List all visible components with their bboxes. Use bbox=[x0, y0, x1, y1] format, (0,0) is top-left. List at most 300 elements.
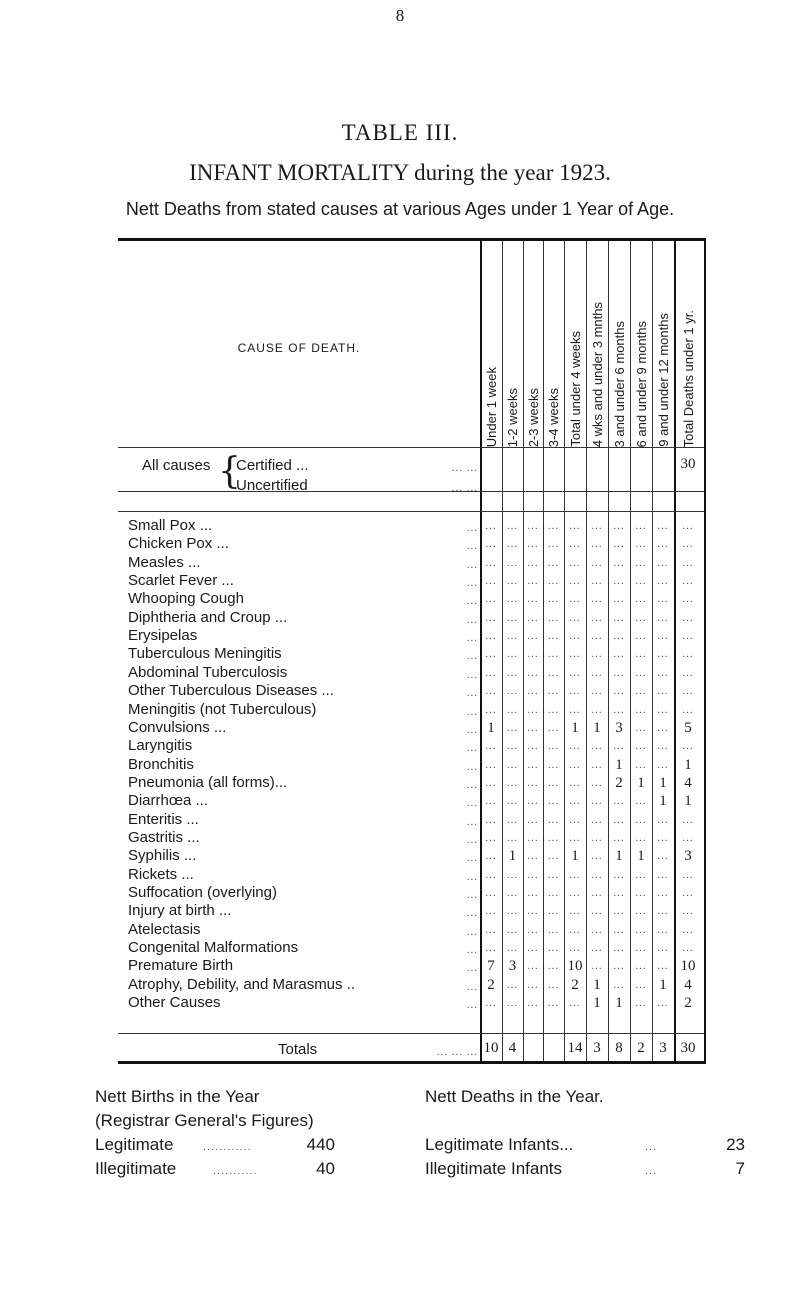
cause-label: Other Tuberculous Diseases ... bbox=[128, 682, 334, 700]
cause-label: Atrophy, Debility, and Marasmus .. bbox=[128, 975, 356, 993]
data-cell: ... bbox=[635, 703, 647, 716]
illegitimate-label: Illegitimate bbox=[95, 1159, 177, 1178]
data-cell: ... bbox=[569, 831, 581, 844]
data-cell: ... bbox=[591, 850, 603, 863]
data-cell: ... bbox=[682, 630, 694, 643]
data-cell: ... bbox=[547, 593, 560, 606]
data-cell: ... bbox=[635, 648, 647, 661]
data-cell: ... bbox=[569, 685, 581, 698]
data-cell: ... bbox=[613, 538, 625, 551]
data-cell: ... bbox=[569, 905, 581, 918]
data-cell: ... bbox=[506, 776, 519, 789]
data-cell: 1 bbox=[593, 719, 601, 736]
column-header bbox=[674, 241, 702, 447]
data-cell: ... bbox=[527, 685, 539, 698]
cause-label: Congenital Malformations bbox=[128, 939, 299, 957]
data-cell: ... bbox=[657, 593, 669, 606]
data-cell: ... bbox=[527, 813, 539, 826]
data-cell: ... bbox=[506, 648, 519, 661]
column-header bbox=[564, 241, 586, 447]
data-cell: ... bbox=[657, 538, 669, 551]
data-cell: ... bbox=[485, 593, 497, 606]
data-cell: ... bbox=[613, 868, 625, 881]
leader-dots: ............ bbox=[203, 1141, 252, 1153]
leader-dots: ... bbox=[466, 742, 478, 755]
data-cell: ... bbox=[527, 960, 539, 973]
data-cell: 1 bbox=[571, 719, 579, 736]
data-cell: ... bbox=[591, 831, 603, 844]
cause-label: Premature Birth bbox=[128, 957, 234, 975]
data-cell: ... bbox=[591, 611, 603, 624]
leader-dots: ... bbox=[466, 907, 478, 920]
data-cell: ... bbox=[591, 776, 603, 789]
data-cell: ... bbox=[682, 556, 694, 569]
data-cell: ... bbox=[682, 593, 694, 606]
births-block bbox=[95, 1085, 335, 1181]
data-cell: ... bbox=[657, 960, 669, 973]
data-cell: ... bbox=[635, 721, 647, 734]
data-cell: ... bbox=[635, 538, 647, 551]
data-cell: ... bbox=[591, 685, 603, 698]
data-cell: ... bbox=[506, 923, 519, 936]
data-cell: ... bbox=[591, 593, 603, 606]
data-cell: ... bbox=[527, 611, 539, 624]
data-cell: ... bbox=[613, 978, 625, 991]
data-cell: ... bbox=[613, 685, 625, 698]
data-cell: ... bbox=[506, 813, 519, 826]
data-cell: 1 bbox=[659, 774, 667, 791]
data-cell: ... bbox=[527, 887, 539, 899]
column-header-label: 3 and under 6 months bbox=[611, 320, 627, 447]
mortality-table bbox=[118, 238, 706, 1064]
data-cell: ... bbox=[485, 813, 497, 826]
data-cell: ... bbox=[506, 630, 519, 643]
data-cell: ... bbox=[569, 538, 581, 551]
data-cell: ... bbox=[527, 648, 539, 661]
data-cell: ... bbox=[613, 923, 625, 936]
leader-dots: ... bbox=[466, 705, 478, 718]
data-cell: ... bbox=[506, 887, 519, 899]
data-cell: ... bbox=[682, 868, 694, 881]
data-cell: 1 bbox=[615, 756, 623, 773]
column-header-label: 9 and under 12 months bbox=[655, 313, 671, 447]
data-cell: ... bbox=[506, 575, 519, 588]
data-cell: ... bbox=[547, 556, 560, 569]
leader-dots: ... bbox=[466, 540, 478, 553]
data-cell: ... bbox=[591, 666, 603, 679]
data-cell: ... bbox=[527, 795, 539, 808]
leader-dots: ... bbox=[466, 778, 478, 791]
leader-dots: ... bbox=[466, 650, 478, 663]
data-cell: ... bbox=[569, 997, 581, 1010]
total-cell bbox=[543, 1039, 564, 1057]
legitimate-label: Legitimate bbox=[95, 1135, 174, 1154]
column-header-label: 2-3 weeks bbox=[525, 387, 541, 447]
data-cell: ... bbox=[613, 703, 625, 716]
data-cell: ... bbox=[591, 630, 603, 643]
data-cell: ... bbox=[569, 648, 581, 661]
data-cell: ... bbox=[635, 795, 647, 808]
data-cell: ... bbox=[682, 813, 694, 826]
data-cell: ... bbox=[569, 666, 581, 679]
data-cell: ... bbox=[547, 887, 560, 899]
data-cell: ... bbox=[657, 520, 669, 532]
data-cell: ... bbox=[569, 575, 581, 588]
data-cell: ... bbox=[682, 942, 694, 955]
data-cell: ... bbox=[657, 611, 669, 624]
column-header bbox=[652, 241, 674, 447]
data-cell: ... bbox=[485, 923, 497, 936]
data-cell: ... bbox=[635, 520, 647, 532]
data-cell: ... bbox=[635, 575, 647, 588]
leader-dots: ... bbox=[466, 797, 478, 810]
data-cell: ... bbox=[506, 685, 519, 698]
data-cell: ... bbox=[569, 556, 581, 569]
births-title: Nett Births in the Year bbox=[95, 1087, 260, 1106]
data-cell: 4 bbox=[684, 976, 692, 993]
data-cell: ... bbox=[547, 630, 560, 643]
data-cell: 3 bbox=[508, 958, 517, 975]
data-cell: 7 bbox=[487, 958, 495, 975]
cause-label: Measles ... bbox=[128, 553, 201, 571]
data-cell: ... bbox=[657, 721, 669, 734]
data-cell: ... bbox=[635, 868, 647, 881]
data-cell: ... bbox=[485, 556, 497, 569]
data-cell: ... bbox=[569, 630, 581, 643]
total-cell: 30 bbox=[680, 1040, 696, 1056]
leader-dots: ... bbox=[466, 632, 478, 645]
leader-dots: ... bbox=[466, 595, 478, 608]
data-cell: ... bbox=[485, 831, 497, 844]
data-cell: ... bbox=[635, 666, 647, 679]
data-cell: ... bbox=[657, 942, 669, 955]
data-cell: ... bbox=[527, 740, 539, 753]
data-cell: ... bbox=[485, 520, 497, 532]
data-cell: ... bbox=[591, 520, 603, 532]
legit-infants-row bbox=[425, 1133, 745, 1157]
data-cell: ... bbox=[613, 795, 625, 808]
data-cell: ... bbox=[527, 850, 539, 863]
data-cell: ... bbox=[527, 666, 539, 679]
cause-header: CAUSE OF DEATH. bbox=[237, 341, 361, 355]
leader-dots: ... bbox=[466, 980, 478, 993]
data-cell: 1 bbox=[684, 793, 692, 810]
data-cell: ... bbox=[613, 520, 625, 532]
data-cell: ... bbox=[635, 593, 647, 606]
data-cell: ... bbox=[547, 905, 560, 918]
data-cell: ... bbox=[506, 593, 519, 606]
data-cell: ... bbox=[547, 611, 560, 624]
table-title: TABLE III. bbox=[341, 120, 459, 145]
data-cell: 2 bbox=[487, 976, 495, 993]
data-cell: ... bbox=[591, 942, 603, 955]
data-cell: ... bbox=[635, 978, 647, 991]
data-cell: ... bbox=[613, 813, 625, 826]
leader-dots: ... bbox=[466, 613, 478, 626]
data-cell: ... bbox=[591, 813, 603, 826]
data-cell: ... bbox=[506, 758, 519, 771]
data-cell: 1 bbox=[615, 848, 623, 865]
deaths-title: Nett Deaths in the Year. bbox=[425, 1087, 604, 1106]
data-cell: ... bbox=[657, 666, 669, 679]
data-cell: ... bbox=[569, 923, 581, 936]
data-cell: ... bbox=[527, 630, 539, 643]
data-cell: 1 bbox=[637, 848, 645, 865]
data-cell: ... bbox=[591, 575, 603, 588]
data-cell: ... bbox=[657, 813, 669, 826]
data-cell: ... bbox=[547, 868, 560, 881]
data-cell: ... bbox=[527, 538, 539, 551]
illegit-infants-value: 7 bbox=[735, 1159, 745, 1178]
data-cell: ... bbox=[527, 923, 539, 936]
data-cell: ... bbox=[547, 666, 560, 679]
data-cell: ... bbox=[635, 630, 647, 643]
data-cell: ... bbox=[635, 556, 647, 569]
leader-dots: ... ... bbox=[451, 482, 478, 494]
data-cell: ... bbox=[485, 666, 497, 679]
table-subtitle: INFANT MORTALITY during the year 1923. bbox=[189, 160, 611, 185]
data-cell: ... bbox=[635, 887, 647, 899]
data-cell: ... bbox=[613, 740, 625, 753]
data-cell: ... bbox=[527, 978, 539, 991]
data-cell: ... bbox=[635, 942, 647, 955]
leader-dots: ........... bbox=[213, 1165, 258, 1177]
total-cell: 3 bbox=[593, 1040, 601, 1056]
data-cell: 1 bbox=[684, 756, 692, 773]
data-cell: ... bbox=[506, 556, 519, 569]
data-cell: ... bbox=[527, 520, 539, 532]
data-cell: ... bbox=[485, 630, 497, 643]
cause-label: Erysipelas bbox=[128, 627, 198, 645]
cause-label: Gastritis ... bbox=[128, 828, 200, 846]
total-cell: 4 bbox=[508, 1040, 517, 1056]
totals-label: Totals bbox=[278, 1041, 318, 1058]
column-header bbox=[543, 241, 564, 447]
leader-dots: ... bbox=[645, 1165, 658, 1177]
leader-dots: ... bbox=[466, 815, 478, 828]
data-cell: ... bbox=[485, 611, 497, 624]
data-cell: ... bbox=[635, 740, 647, 753]
cause-label: Rickets ... bbox=[128, 865, 194, 883]
data-cell: ... bbox=[569, 776, 581, 789]
data-cell: ... bbox=[613, 831, 625, 844]
total-cell: 14 bbox=[567, 1040, 583, 1056]
leader-dots: ... ... ... bbox=[436, 1046, 478, 1058]
data-cell: ... bbox=[527, 703, 539, 716]
leader-dots: ... bbox=[466, 577, 478, 590]
data-cell: 1 bbox=[593, 976, 601, 993]
data-cell: ... bbox=[527, 575, 539, 588]
data-cell: ... bbox=[635, 611, 647, 624]
data-cell: ... bbox=[591, 795, 603, 808]
data-cell: ... bbox=[613, 942, 625, 955]
data-cell: ... bbox=[485, 942, 497, 955]
leader-dots: ... bbox=[466, 558, 478, 571]
data-cell: 1 bbox=[593, 995, 601, 1012]
leader-dots: ... bbox=[466, 522, 478, 534]
leader-dots: ... bbox=[466, 852, 478, 865]
column-header-label: Under 1 week bbox=[483, 366, 499, 447]
data-cell: 3 bbox=[684, 848, 692, 865]
illegitimate-births-value: 40 bbox=[316, 1159, 335, 1178]
data-cell: ... bbox=[657, 740, 669, 753]
column-header bbox=[523, 241, 543, 447]
data-cell: ... bbox=[485, 758, 497, 771]
data-cell: ... bbox=[591, 923, 603, 936]
data-cell: ... bbox=[591, 740, 603, 753]
column-header-label: Total under 4 weeks bbox=[567, 331, 583, 447]
data-cell: ... bbox=[547, 978, 560, 991]
legitimate-births-row bbox=[95, 1133, 335, 1157]
column-header bbox=[586, 241, 608, 447]
data-cell: ... bbox=[485, 740, 497, 753]
total-cell: 3 bbox=[659, 1040, 667, 1056]
data-cell: 10 bbox=[680, 958, 696, 975]
data-cell: ... bbox=[485, 575, 497, 588]
page-number: 8 bbox=[395, 6, 405, 25]
data-cell: ... bbox=[635, 923, 647, 936]
data-cell: ... bbox=[485, 538, 497, 551]
data-cell: ... bbox=[657, 831, 669, 844]
data-cell: ... bbox=[613, 556, 625, 569]
data-cell: ... bbox=[547, 703, 560, 716]
data-cell: ... bbox=[485, 905, 497, 918]
data-cell: ... bbox=[682, 611, 694, 624]
data-cell: ... bbox=[613, 905, 625, 918]
data-cell: ... bbox=[657, 703, 669, 716]
data-cell: 5 bbox=[684, 719, 692, 736]
data-cell: ... bbox=[613, 648, 625, 661]
data-cell: 1 bbox=[659, 976, 667, 993]
data-cell: ... bbox=[569, 740, 581, 753]
data-cell: 1 bbox=[508, 848, 517, 865]
legitimate-births-value: 440 bbox=[306, 1135, 335, 1154]
data-cell: ... bbox=[527, 831, 539, 844]
data-cell: ... bbox=[591, 887, 603, 899]
data-cell: ... bbox=[485, 868, 497, 881]
data-cell: ... bbox=[527, 905, 539, 918]
data-cell: ... bbox=[485, 997, 497, 1010]
data-cell: ... bbox=[569, 611, 581, 624]
data-cell: ... bbox=[506, 740, 519, 753]
data-cell: ... bbox=[635, 685, 647, 698]
uncertified-label: Uncertified bbox=[236, 477, 308, 494]
leader-dots: ... bbox=[466, 925, 478, 938]
data-cell: ... bbox=[591, 868, 603, 881]
data-cell: ... bbox=[657, 685, 669, 698]
legit-infants-value: 23 bbox=[726, 1135, 745, 1154]
data-cell: ... bbox=[657, 556, 669, 569]
data-cell: ... bbox=[682, 923, 694, 936]
data-cell: ... bbox=[635, 997, 647, 1010]
data-cell: ... bbox=[682, 648, 694, 661]
legit-infants-label: Legitimate Infants... bbox=[425, 1135, 574, 1154]
data-cell: ... bbox=[485, 850, 497, 863]
cause-label: Diarrhœa ... bbox=[128, 792, 209, 810]
deaths-block bbox=[425, 1085, 745, 1181]
cause-label: Diphtheria and Croup ... bbox=[128, 608, 288, 626]
data-cell: ... bbox=[485, 648, 497, 661]
data-cell: 3 bbox=[615, 719, 623, 736]
column-header-label: 1-2 weeks bbox=[505, 387, 520, 447]
data-cell: ... bbox=[547, 520, 560, 532]
data-cell: ... bbox=[506, 795, 519, 808]
cause-label: Suffocation (overlying) bbox=[128, 884, 277, 901]
births-source: (Registrar General's Figures) bbox=[95, 1111, 314, 1130]
data-cell: ... bbox=[613, 575, 625, 588]
cause-label: Chicken Pox ... bbox=[128, 535, 229, 553]
data-cell: ... bbox=[506, 666, 519, 679]
brace-glyph: { bbox=[218, 451, 241, 492]
data-cell: ... bbox=[506, 997, 519, 1010]
data-cell: ... bbox=[547, 942, 560, 955]
data-cell: ... bbox=[506, 905, 519, 918]
leader-dots: ... bbox=[466, 999, 478, 1012]
cause-label: Bronchitis bbox=[128, 755, 194, 773]
data-cell: ... bbox=[485, 795, 497, 808]
cause-label: Syphilis ... bbox=[128, 847, 197, 865]
data-cell: ... bbox=[547, 923, 560, 936]
data-cell: 1 bbox=[571, 848, 579, 865]
column-header bbox=[480, 241, 502, 447]
data-cell: ... bbox=[635, 831, 647, 844]
data-cell: ... bbox=[682, 666, 694, 679]
data-cell: ... bbox=[569, 813, 581, 826]
data-cell: ... bbox=[569, 795, 581, 808]
cause-label: Abdominal Tuberculosis bbox=[128, 663, 288, 681]
table-caption: Nett Deaths from stated causes at various Ages under 1 Year of Age. bbox=[125, 199, 675, 219]
data-cell: ... bbox=[527, 868, 539, 881]
data-cell: ... bbox=[613, 960, 625, 973]
data-cell: ... bbox=[527, 776, 539, 789]
data-cell: ... bbox=[547, 776, 560, 789]
data-cell: ... bbox=[547, 831, 560, 844]
data-cell: ... bbox=[657, 575, 669, 588]
data-cell: ... bbox=[527, 593, 539, 606]
leader-dots: ... ... bbox=[451, 462, 478, 474]
leader-dots: ... bbox=[466, 760, 478, 773]
data-cell: ... bbox=[635, 905, 647, 918]
data-cell: 1 bbox=[659, 793, 667, 810]
data-cell: ... bbox=[547, 758, 560, 771]
leader-dots: ... bbox=[466, 962, 478, 975]
data-cell: ... bbox=[506, 831, 519, 844]
data-cell: ... bbox=[613, 611, 625, 624]
data-cell: 4 bbox=[684, 774, 692, 791]
data-cell: 10 bbox=[567, 958, 583, 975]
data-cell: 1 bbox=[637, 774, 645, 791]
data-cell: ... bbox=[591, 538, 603, 551]
leader-dots: ... bbox=[466, 870, 478, 883]
data-cell: ... bbox=[682, 703, 694, 716]
data-cell: ... bbox=[682, 831, 694, 844]
data-cell: ... bbox=[506, 611, 519, 624]
data-cell: ... bbox=[547, 795, 560, 808]
cause-label: Small Pox ... bbox=[128, 517, 213, 534]
data-cell: 2 bbox=[571, 976, 579, 993]
data-cell: ... bbox=[506, 942, 519, 955]
total-cell bbox=[523, 1039, 543, 1057]
data-cell: ... bbox=[569, 887, 581, 899]
data-cell: ... bbox=[635, 960, 647, 973]
cause-label: Other Causes bbox=[128, 994, 221, 1012]
data-cell: ... bbox=[485, 685, 497, 698]
data-cell: ... bbox=[506, 868, 519, 881]
data-cell: ... bbox=[591, 905, 603, 918]
illegitimate-births-row bbox=[95, 1157, 335, 1181]
data-cell: ... bbox=[527, 942, 539, 955]
data-cell: ... bbox=[591, 556, 603, 569]
